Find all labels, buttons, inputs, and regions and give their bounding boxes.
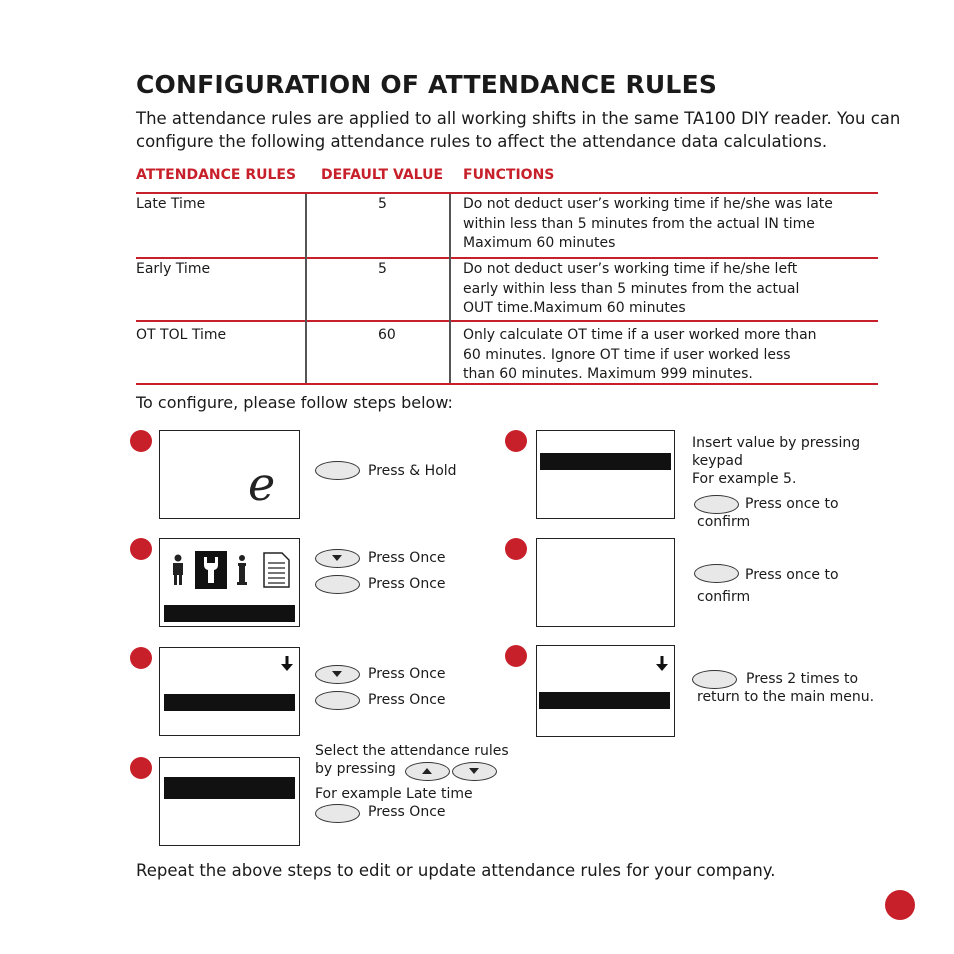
ok-key-button[interactable]	[315, 804, 360, 823]
down-arrow-icon	[332, 671, 342, 677]
step-5-text-a: Insert value by pressing keypad	[692, 435, 861, 469]
step-4-screen	[159, 757, 300, 846]
up-key-button[interactable]	[405, 762, 450, 781]
step-4-text-c: For example Late time	[315, 786, 473, 802]
logo-e-icon: e	[248, 457, 276, 511]
step-3-screen	[159, 647, 300, 736]
selection-bar	[539, 692, 670, 709]
step-1-screen	[159, 430, 300, 519]
step-7-screen	[536, 645, 675, 737]
step-5-text-c: Press once to confirm	[697, 496, 839, 530]
page-title: CONFIGURATION OF ATTENDANCE RULES	[136, 70, 718, 99]
table-top-rule	[136, 192, 878, 194]
selection-bar	[164, 694, 295, 711]
step-3-text-b: Press Once	[368, 692, 446, 708]
table-cell-rule: Early Time	[136, 261, 211, 277]
footer-note: Repeat the above steps to edit or update attendance rules for your company.	[136, 861, 776, 880]
table-cell-value: 5	[378, 196, 387, 212]
down-key-button[interactable]	[452, 762, 497, 781]
col-header-functions: FUNCTIONS	[463, 167, 555, 183]
intro-paragraph: The attendance rules are applied to all working shifts in the same TA100 DIY reader. You can configure the following attendance rules to affect the attendance data calculations.	[136, 109, 901, 151]
step-2-screen	[159, 538, 300, 627]
down-arrow-icon	[332, 555, 342, 561]
step-2-marker	[130, 538, 152, 560]
step-2-text-b: Press Once	[368, 576, 446, 592]
step-1-marker	[130, 430, 152, 452]
steps-intro: To configure, please follow steps below:	[136, 393, 453, 412]
user-icon	[173, 555, 183, 586]
table-cell-value: 60	[378, 327, 396, 343]
table-cell-rule: Late Time	[136, 196, 206, 212]
down-key-button[interactable]	[315, 665, 360, 684]
step-2-text-a: Press Once	[368, 550, 446, 566]
step-6-text: Press once to confirm	[697, 567, 839, 605]
step-1-text: Press & Hold	[368, 463, 457, 479]
table-cell-function: Do not deduct user’s working time if he/she was late within less than 5 minutes from the actual IN time Maximum 60 minutes	[463, 196, 833, 251]
down-arrow-icon	[469, 768, 479, 774]
step-7-marker	[505, 645, 527, 667]
step-3-text-a: Press Once	[368, 666, 446, 682]
column-divider	[449, 194, 451, 383]
table-cell-function: Do not deduct user’s working time if he/she left early within less than 5 minutes from the actual OUT time.Maximum 60 minutes	[463, 261, 800, 316]
step-6-marker	[505, 538, 527, 560]
table-cell-rule: OT TOL Time	[136, 327, 227, 343]
step-5-screen	[536, 430, 675, 519]
col-header-default: DEFAULT VALUE	[321, 167, 444, 183]
step-4-text-a: Select the attendance rules	[315, 743, 509, 759]
scroll-down-arrow-icon	[656, 656, 668, 672]
step-5-marker	[505, 430, 527, 452]
column-divider	[305, 194, 307, 383]
selection-bar	[540, 453, 671, 470]
info-icon	[237, 555, 247, 585]
menu-icons	[168, 549, 292, 593]
step-6-screen	[536, 538, 675, 627]
selection-bar	[164, 777, 295, 799]
wrench-settings-icon	[195, 551, 227, 589]
step-4-text-d: Press Once	[368, 804, 446, 820]
table-cell-function: Only calculate OT time if a user worked more than 60 minutes. Ignore OT time if user worked less than 60 minutes. Maximum 999 minutes.	[463, 327, 817, 382]
document-icon	[264, 553, 289, 587]
page-marker	[885, 890, 915, 920]
selection-bar	[164, 605, 295, 622]
scroll-down-arrow-icon	[281, 656, 293, 672]
row-divider	[136, 257, 878, 259]
up-arrow-icon	[422, 768, 432, 774]
ok-key-button[interactable]	[315, 575, 360, 594]
table-cell-value: 5	[378, 261, 387, 277]
down-key-button[interactable]	[315, 549, 360, 568]
step-7-text: Press 2 times to return to the main menu.	[697, 671, 875, 705]
step-4-text-b: by pressing	[315, 761, 396, 777]
step-4-marker	[130, 757, 152, 779]
col-header-rules: ATTENDANCE RULES	[136, 167, 297, 183]
row-divider	[136, 320, 878, 322]
ok-key-button[interactable]	[315, 691, 360, 710]
step-5-text-b: For example 5.	[692, 471, 797, 487]
step-3-marker	[130, 647, 152, 669]
menu-key-button[interactable]	[315, 461, 360, 480]
